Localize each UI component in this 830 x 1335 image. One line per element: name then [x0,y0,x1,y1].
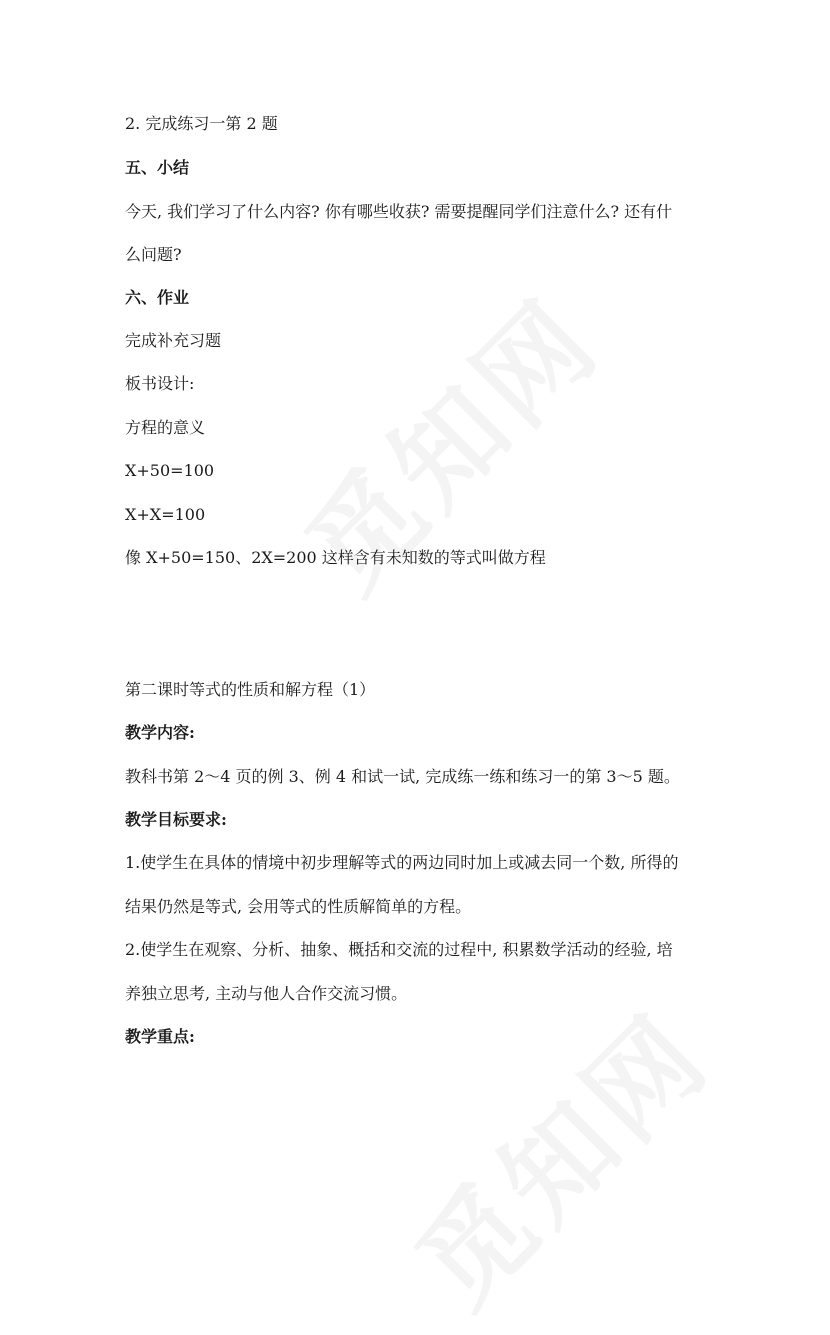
goal-2-line-1: 2.使学生在观察、分析、抽象、概括和交流的过程中, 积累数学活动的经验, 培 [125,940,673,959]
equation-line-1: X+50=100 [125,461,215,480]
section-heading-content: 教学内容: [125,723,195,742]
section-heading-goals: 教学目标要求: [125,810,227,829]
section-heading-summary: 五、小结 [125,158,190,177]
goal-1-line-1: 1.使学生在具体的情境中初步理解等式的两边同时加上或减去同一个数, 所得的 [125,853,679,872]
section-heading-key-points: 教学重点: [125,1027,195,1046]
goal-1-line-2: 结果仍然是等式, 会用等式的性质解简单的方程。 [125,897,472,916]
exercise-line: 2. 完成练习一第 2 题 [125,114,278,133]
definition-line: 像 X+50=150、2X=200 这样含有未知数的等式叫做方程 [125,548,546,567]
lesson-title: 第二课时等式的性质和解方程（1） [125,680,376,699]
section-heading-homework: 六、作业 [125,288,190,307]
goal-2-line-2: 养独立思考, 主动与他人合作交流习惯。 [125,984,408,1003]
content-line: 教科书第 2～4 页的例 3、例 4 和试一试, 完成练一练和练习一的第 3～5 题。 [125,767,680,786]
summary-paragraph-line-1: 今天, 我们学习了什么内容? 你有哪些收获? 需要提醒同学们注意什么? 还有什 [125,202,673,221]
homework-line: 完成补充习题 [125,331,222,350]
board-design-label: 板书设计: [125,374,195,393]
watermark-text-lower [376,973,738,1335]
board-title: 方程的意义 [125,418,206,437]
equation-line-2: X+X=100 [125,505,206,524]
summary-paragraph-line-2: 么问题? [125,245,182,264]
